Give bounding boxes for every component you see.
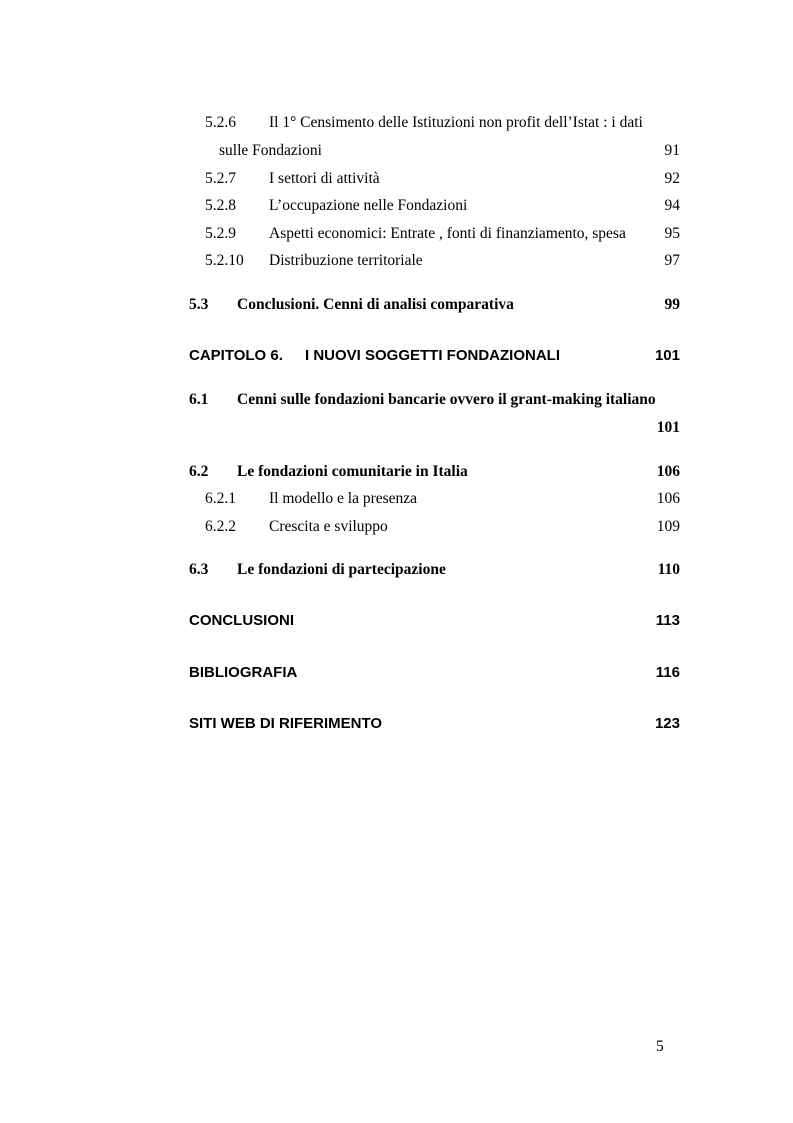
entry-number: 5.2.8 xyxy=(205,197,236,214)
entry-page: 97 xyxy=(664,252,680,269)
entry-page: 109 xyxy=(656,518,680,535)
toc-entry-5-2-7 xyxy=(189,170,680,190)
toc-chapter-6 xyxy=(189,347,680,367)
entry-number: 6.2 xyxy=(189,463,209,480)
toc-conclusioni xyxy=(189,612,680,632)
entry-page: 92 xyxy=(664,170,680,187)
toc-entry-6-1-page-line xyxy=(189,419,680,439)
entry-title: Aspetti economici: Entrate , fonti di finanziamento, spesa xyxy=(269,225,626,242)
toc-entry-6-2-2 xyxy=(189,518,680,538)
entry-title: L’occupazione nelle Fondazioni xyxy=(269,197,468,214)
entry-number: 5.2.10 xyxy=(205,252,244,269)
entry-title: Le fondazioni di partecipazione xyxy=(237,561,446,578)
toc-bibliografia xyxy=(189,664,680,684)
toc-entry-5-2-6-continued xyxy=(189,142,680,162)
chapter-title: I NUOVI SOGGETTI FONDAZIONALI xyxy=(305,347,560,364)
entry-title-continued: sulle Fondazioni xyxy=(219,142,322,159)
entry-number: 5.2.6 xyxy=(205,114,236,131)
entry-title: Crescita e sviluppo xyxy=(269,518,388,535)
entry-page: 91 xyxy=(664,142,680,159)
toc-entry-5-2-9 xyxy=(189,225,680,245)
entry-number: 6.1 xyxy=(189,391,209,408)
chapter-title: BIBLIOGRAFIA xyxy=(189,664,298,681)
toc-siti-web xyxy=(189,715,680,735)
toc-entry-5-2-6 xyxy=(189,114,680,134)
chapter-page: 123 xyxy=(654,715,680,732)
toc-entry-6-2 xyxy=(189,463,680,483)
entry-number: 5.2.9 xyxy=(205,225,236,242)
entry-title: Cenni sulle fondazioni bancarie ovvero il grant-making italiano xyxy=(237,391,656,408)
page-number: 5 xyxy=(656,1038,664,1055)
toc-entry-5-2-8 xyxy=(189,197,680,217)
entry-title: Il modello e la presenza xyxy=(269,490,418,507)
entry-number: 6.3 xyxy=(189,561,209,578)
toc-entry-5-2-10 xyxy=(189,252,680,272)
entry-number: 6.2.2 xyxy=(205,518,236,535)
chapter-number: CAPITOLO 6. xyxy=(189,347,283,364)
entry-number: 5.2.7 xyxy=(205,170,236,187)
entry-page: 94 xyxy=(664,197,680,214)
toc-entry-6-3 xyxy=(189,561,680,581)
chapter-page: 113 xyxy=(655,612,680,629)
entry-page: 110 xyxy=(657,561,680,578)
entry-number: 5.3 xyxy=(189,296,209,313)
entry-title: Il 1° Censimento delle Istituzioni non profit dell’Istat : i dati xyxy=(269,114,643,131)
entry-page: 101 xyxy=(656,419,680,436)
entry-title: Conclusioni. Cenni di analisi comparativa xyxy=(237,296,514,313)
chapter-page: 101 xyxy=(654,347,680,364)
entry-title: Distribuzione territoriale xyxy=(269,252,423,269)
entry-page: 95 xyxy=(664,225,680,242)
toc-entry-6-2-1 xyxy=(189,490,680,510)
entry-title: Le fondazioni comunitarie in Italia xyxy=(237,463,468,480)
entry-page: 99 xyxy=(664,296,680,313)
entry-title: I settori di attività xyxy=(269,170,380,187)
entry-page: 106 xyxy=(656,463,680,480)
entry-page: 106 xyxy=(656,490,680,507)
entry-number: 6.2.1 xyxy=(205,490,236,507)
toc-entry-5-3 xyxy=(189,296,680,316)
chapter-title: CONCLUSIONI xyxy=(189,612,294,629)
chapter-title: SITI WEB DI RIFERIMENTO xyxy=(189,715,383,732)
chapter-page: 116 xyxy=(655,664,680,681)
toc-entry-6-1 xyxy=(189,391,680,411)
